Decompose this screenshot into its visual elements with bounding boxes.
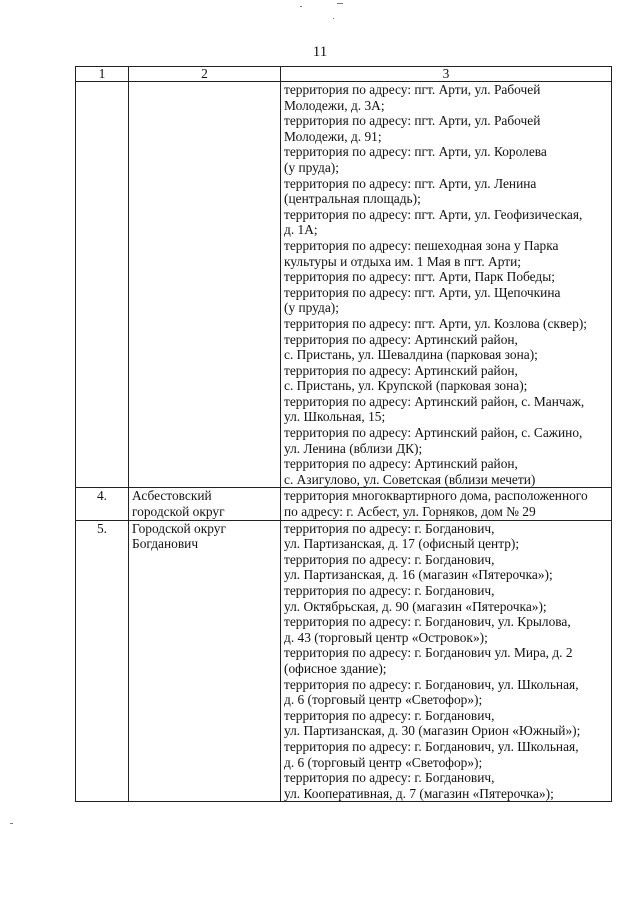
- territory-line: территория по адресу: г. Богданович,: [284, 520, 495, 536]
- municipality-name: [129, 520, 281, 802]
- column-header: 1: [76, 67, 129, 82]
- column-header: 3: [281, 67, 612, 82]
- territory-list: [281, 488, 612, 520]
- table-row: [76, 520, 612, 802]
- territory-line: (у пруда);: [284, 300, 339, 316]
- territory-line: территория по адресу: Артинский район,: [284, 331, 518, 347]
- territory-line: (у пруда);: [284, 159, 339, 175]
- territory-line: ул. Партизанская, д. 16 (магазин «Пятерочка»);: [284, 567, 553, 583]
- territory-line: Молодежи, д. 91;: [284, 128, 382, 144]
- territory-line: ул. Партизанская, д. 30 (магазин Орион «Южный»);: [284, 723, 581, 739]
- territory-line: по адресу: г. Асбест, ул. Горняков, дом № 29: [284, 504, 536, 520]
- territory-line: территория по адресу: пгт. Арти, ул. Ленина: [284, 175, 537, 191]
- territory-line: территория по адресу: г. Богданович, ул. Крылова,: [284, 614, 571, 630]
- territory-line: с. Пристань, ул. Шевалдина (парковая зона);: [284, 347, 538, 363]
- column-header: 2: [129, 67, 281, 82]
- territory-line: территория по адресу: г. Богданович,: [284, 583, 495, 598]
- territory-line: (офисное здание);: [284, 660, 387, 676]
- territory-line: территория по адресу: пгт. Арти, ул. Рабочей: [284, 113, 541, 129]
- territory-line: ул. Партизанская, д. 17 (офисный центр);: [284, 536, 520, 552]
- document-table: [75, 66, 612, 802]
- territory-list: [281, 520, 612, 802]
- territory-line: д. 6 (торговый центр «Светофор»);: [284, 754, 483, 770]
- municipality-name-line: Асбестовский: [132, 488, 212, 504]
- municipality-name: [129, 488, 281, 520]
- table-row: [76, 82, 612, 488]
- table-row: [76, 488, 612, 520]
- scan-speck: [337, 3, 343, 4]
- territory-line: территория по адресу: пгт. Арти, Парк Победы;: [284, 269, 555, 285]
- territory-line: ул. Октябрьская, д. 90 (магазин «Пятерочка»);: [284, 598, 547, 614]
- row-number: 5.: [76, 520, 129, 802]
- page-number: 11: [312, 44, 328, 60]
- territory-line: территория по адресу: пешеходная зона у Парка: [284, 237, 559, 253]
- territory-line: д. 43 (торговый центр «Островок»);: [284, 629, 488, 645]
- territory-line: территория по адресу: пгт. Арти, ул. Рабочей: [284, 82, 541, 97]
- municipality-name-line: Городской округ: [132, 520, 226, 536]
- territory-line: территория по адресу: Артинский район, с. Манчаж,: [284, 393, 585, 409]
- territory-line: территория по адресу: г. Богданович, ул. Школьная,: [284, 738, 579, 754]
- territory-line: территория по адресу: Артинский район,: [284, 456, 518, 472]
- territory-list: [281, 82, 612, 488]
- territory-line: территория по адресу: пгт. Арти, ул. Королева: [284, 144, 547, 160]
- territory-line: территория по адресу: г. Богданович,: [284, 707, 495, 723]
- territory-line: территория по адресу: пгт. Арти, ул. Геофизическая,: [284, 206, 583, 222]
- territory-line: ул. Ленина (вблизи ДК);: [284, 440, 423, 456]
- municipality-name-line: Богданович: [132, 536, 199, 552]
- territory-line: д. 6 (торговый центр «Светофор»);: [284, 692, 483, 708]
- territory-line: территория по адресу: г. Богданович, ул. Школьная,: [284, 676, 579, 692]
- territory-line: территория по адресу: Артинский район, с. Сажино,: [284, 425, 583, 441]
- scan-speck: [300, 6, 302, 7]
- territory-line: территория по адресу: пгт. Арти, ул. Щепочкина: [284, 284, 561, 300]
- territory-line: ул. Кооперативная, д. 7 (магазин «Пятерочка»);: [284, 785, 554, 801]
- municipality-name-line: городской округ: [132, 504, 225, 520]
- row-number: 4.: [76, 488, 129, 520]
- territory-line: территория по адресу: г. Богданович,: [284, 551, 495, 567]
- municipality-name: [129, 82, 281, 488]
- territory-line: территория по адресу: Артинский район,: [284, 362, 518, 378]
- territory-line: с. Азигулово, ул. Советская (вблизи мечети): [284, 471, 536, 487]
- scan-speck: [10, 823, 13, 824]
- territory-line: ул. Школьная, 15;: [284, 409, 386, 425]
- row-number: [76, 82, 129, 488]
- scan-speck: [333, 18, 334, 19]
- territory-line: Молодежи, д. 3А;: [284, 97, 385, 113]
- territory-line: территория по адресу: г. Богданович ул. Мира, д. 2: [284, 645, 573, 661]
- territory-line: территория многоквартирного дома, расположенного: [284, 488, 588, 504]
- territory-line: территория по адресу: г. Богданович,: [284, 770, 495, 786]
- territory-line: культуры и отдыха им. 1 Мая в пгт. Арти;: [284, 253, 521, 269]
- table-header-row: [76, 67, 612, 82]
- territory-line: (центральная площадь);: [284, 191, 421, 207]
- territory-line: территория по адресу: пгт. Арти, ул. Козлова (сквер);: [284, 315, 588, 331]
- territory-line: д. 1А;: [284, 222, 318, 238]
- territory-line: с. Пристань, ул. Крупской (парковая зона);: [284, 378, 528, 394]
